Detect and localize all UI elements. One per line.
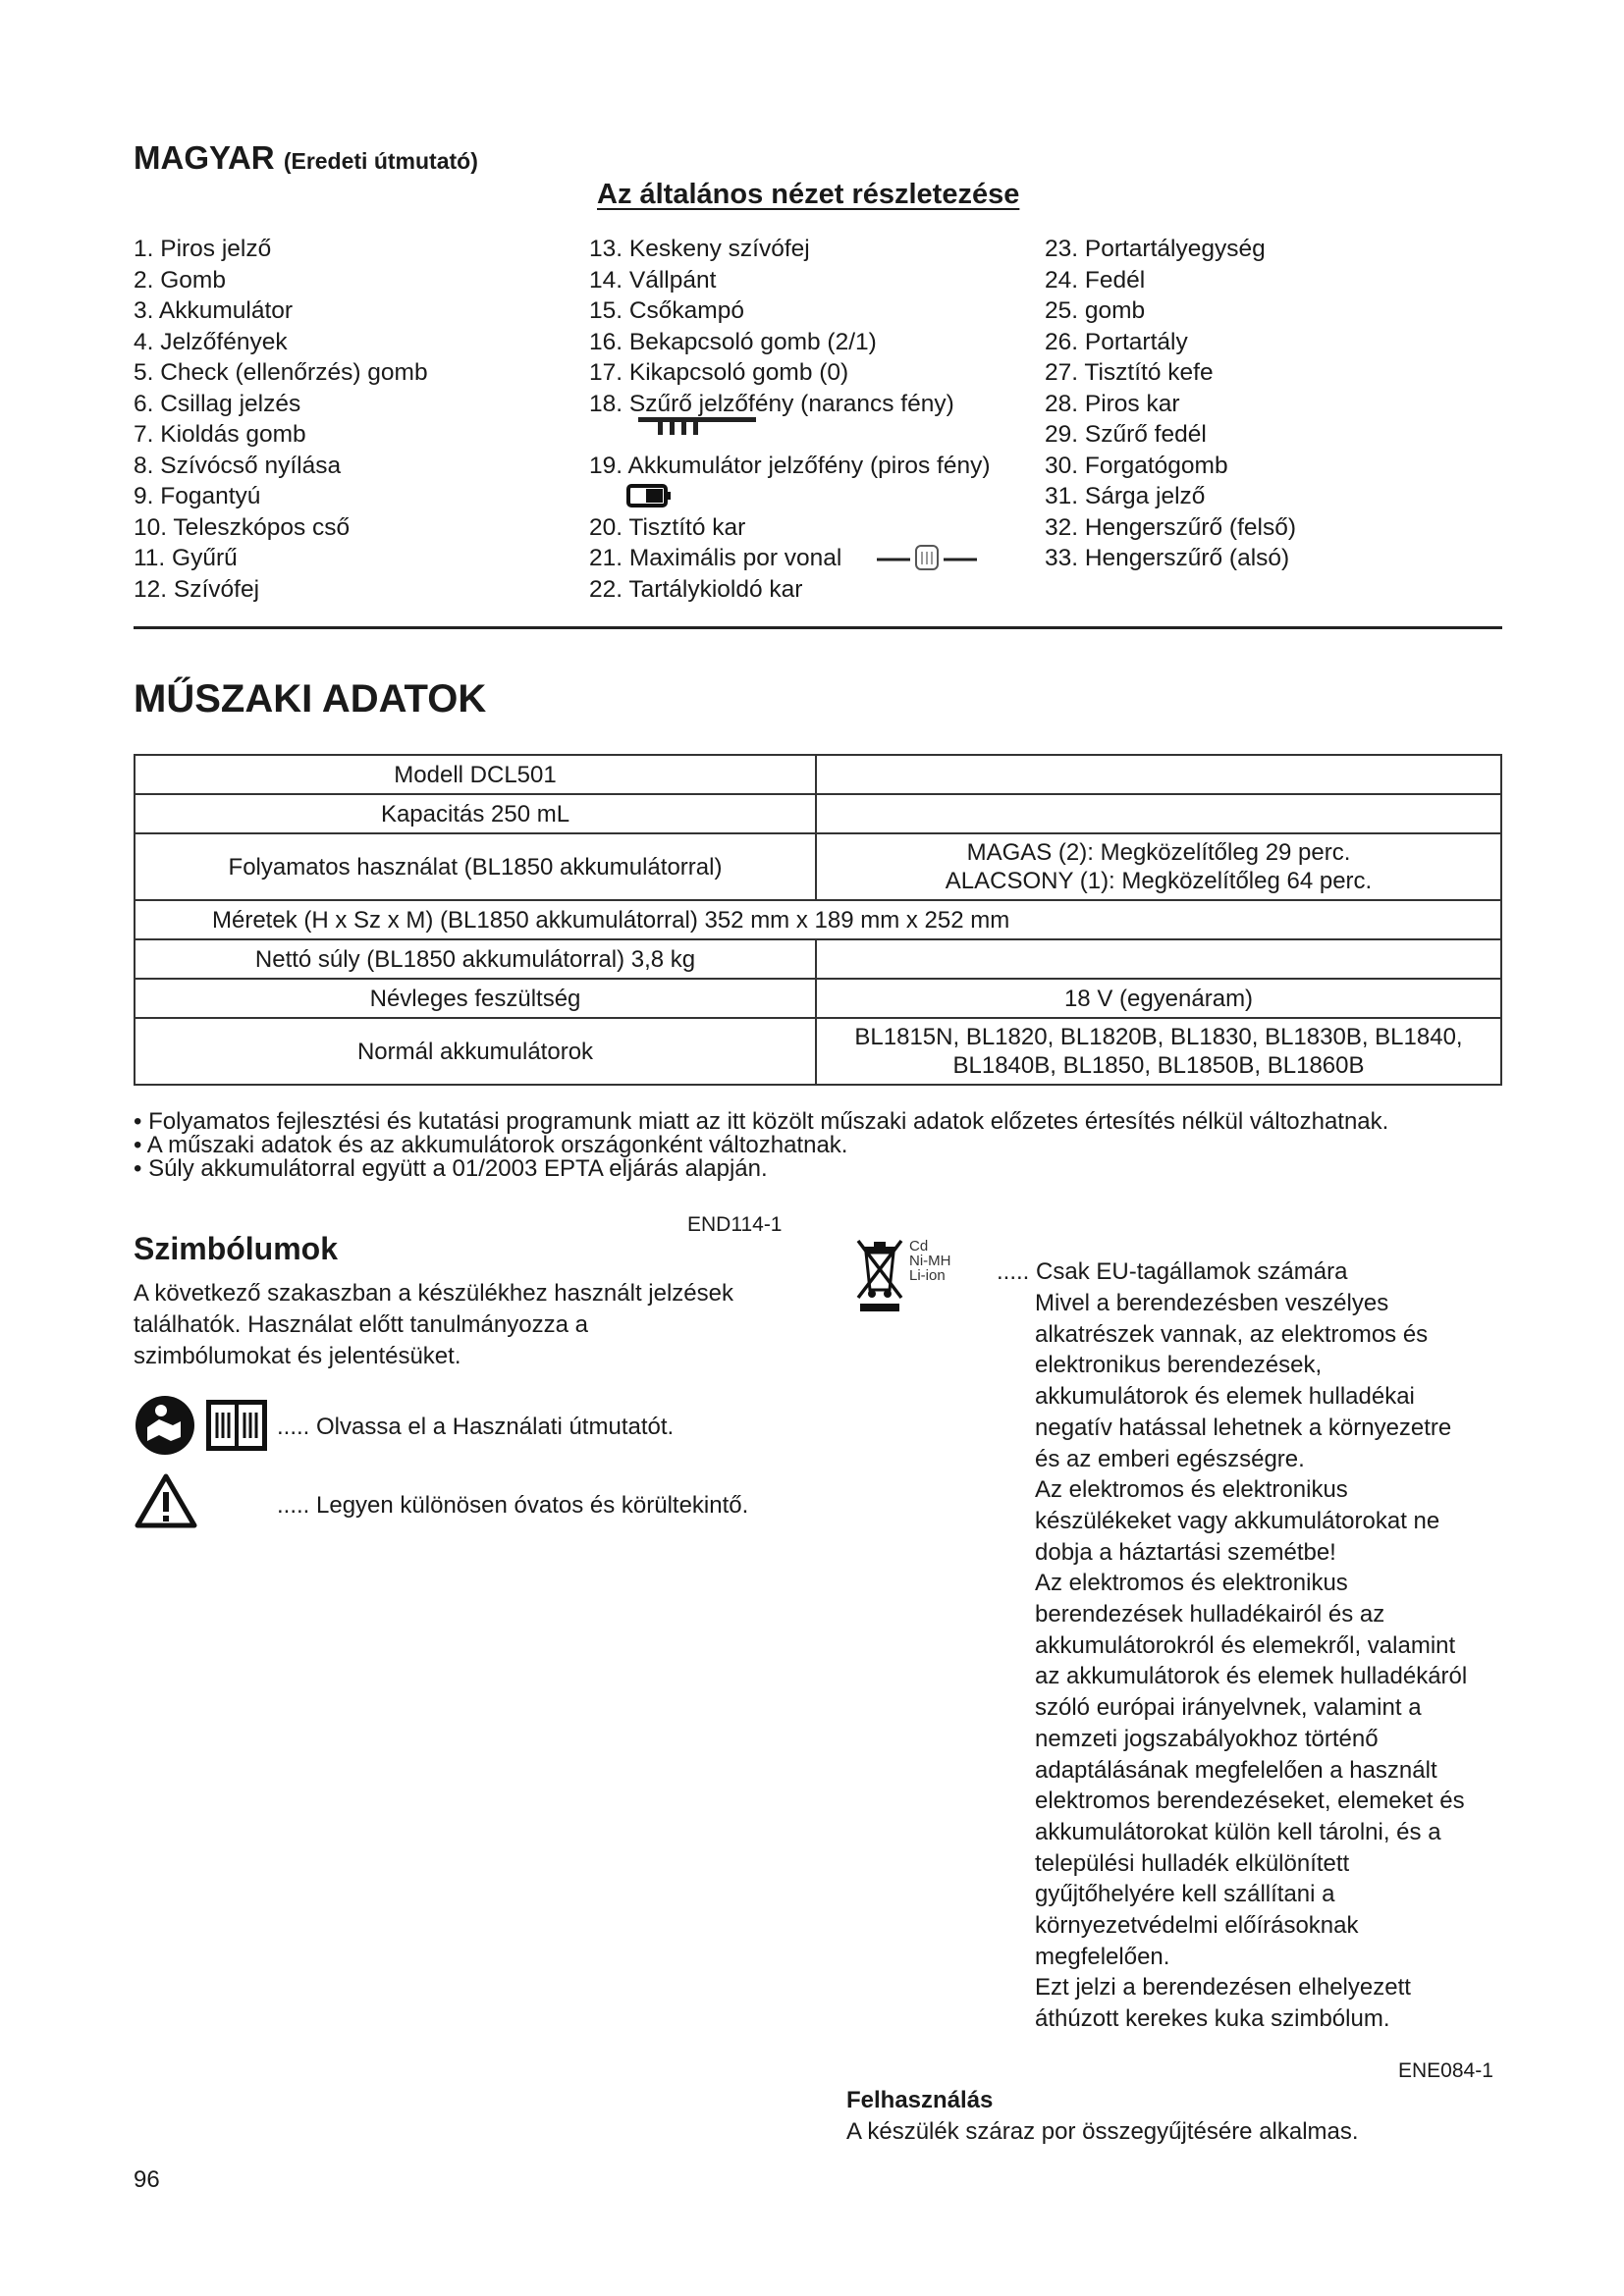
list-item: 21. Maximális por vonal <box>589 545 842 571</box>
warning-icon <box>134 1472 198 1529</box>
eu-line: elektronikus berendezések, <box>1035 1352 1323 1379</box>
table-cell <box>816 833 1501 900</box>
list-item: 17. Kikapcsoló gomb (0) <box>589 359 849 386</box>
list-item: 28. Piros kar <box>1045 390 1180 417</box>
list-item: 3. Akkumulátor <box>134 297 294 324</box>
spec-notes <box>134 1110 1388 1181</box>
list-item: 1. Piros jelző <box>134 236 272 262</box>
eu-line: áthúzott kerekes kuka szimbólum. <box>1035 2005 1390 2033</box>
parts-list-col2 <box>589 234 991 605</box>
eu-line: alkatrészek vannak, az elektromos és <box>1035 1320 1429 1348</box>
intro-line: szimbólumokat és jelentésüket. <box>134 1343 461 1369</box>
language-heading <box>134 139 478 177</box>
eu-disposal-text <box>1035 1288 1467 2035</box>
filter-indicator-icon <box>638 413 756 439</box>
list-item: 8. Szívócső nyílása <box>134 452 342 479</box>
table-cell: Kapacitás 250 mL <box>135 794 816 833</box>
eu-line: Az elektromos és elektronikus <box>1035 1476 1348 1504</box>
list-item: 10. Teleszkópos cső <box>134 513 351 541</box>
symbols-title: Szimbólumok <box>134 1231 339 1266</box>
eu-line: elektromos berendezéseket, elemeket és <box>1035 1788 1465 1815</box>
list-item: 5. Check (ellenőrzés) gomb <box>134 359 428 386</box>
table-cell: Normál akkumulátorok <box>135 1018 816 1085</box>
list-item: 2. Gomb <box>134 266 226 294</box>
list-item: 13. Keskeny szívófej <box>589 236 810 262</box>
specs-table <box>134 754 1502 1086</box>
read-manual-text: ..... Olvassa el a Használati útmutatót. <box>277 1414 675 1440</box>
list-item: 24. Fedél <box>1045 266 1146 294</box>
list-item: 30. Forgatógomb <box>1045 452 1228 479</box>
list-item: 31. Sárga jelző <box>1045 483 1206 509</box>
list-item: 11. Gyűrű <box>134 545 238 571</box>
crossed-bin-icon <box>854 1235 905 1313</box>
eu-line: nemzeti jogszabályokhoz történő <box>1035 1725 1379 1752</box>
list-item: 27. Tisztító kefe <box>1045 359 1214 386</box>
table-row <box>135 794 1501 833</box>
eu-line: gyűjtőhelyére kell szállítani a <box>1035 1881 1335 1908</box>
read-manual-icon <box>134 1394 269 1457</box>
eu-line: települési hulladék elkülönített <box>1035 1849 1350 1877</box>
list-item: 7. Kioldás gomb <box>134 421 306 448</box>
battery-types <box>909 1239 951 1283</box>
parts-list-col1 <box>134 234 428 605</box>
list-item: 12. Szívófej <box>134 575 260 603</box>
note-item: • A műszaki adatok és az akkumulátorok országonként változhatnak. <box>134 1132 848 1158</box>
eu-line: Az elektromos és elektronikus <box>1035 1570 1348 1597</box>
table-row <box>135 833 1501 900</box>
list-item: 16. Bekapcsoló gomb (2/1) <box>589 328 877 355</box>
eu-line: környezetvédelmi előírásoknak <box>1035 1912 1359 1940</box>
table-cell: Folyamatos használat (BL1850 akkumulátorral) <box>135 833 816 900</box>
battery-type-label: Ni-MH <box>909 1253 951 1269</box>
intro-line: A következő szakaszban a készülékhez használt jelzések <box>134 1280 734 1307</box>
usage-title: Felhasználás <box>846 2087 994 2113</box>
battery-list-line1: BL1815N, BL1820, BL1820B, BL1830, BL1830B, BL1840, <box>854 1024 1463 1050</box>
eu-line: és az emberi egészségre. <box>1035 1445 1305 1472</box>
table-cell <box>816 939 1501 979</box>
eu-line: szóló európai irányelvnek, valamint a <box>1035 1694 1422 1722</box>
table-cell <box>816 794 1501 833</box>
table-row <box>135 979 1501 1018</box>
eu-line: dobja a háztartási szemétbe! <box>1035 1538 1336 1566</box>
table-cell: Nettó súly (BL1850 akkumulátorral) 3,8 kg <box>135 939 816 979</box>
language-note: (Eredeti útmutató) <box>283 148 478 174</box>
list-item: 14. Vállpánt <box>589 266 717 294</box>
eu-line: Mivel a berendezésben veszélyes <box>1035 1290 1389 1316</box>
eu-line: készülékeket vagy akkumulátorokat ne <box>1035 1507 1440 1534</box>
list-item: 9. Fogantyú <box>134 483 261 509</box>
language-label: MAGYAR <box>134 139 275 176</box>
eu-line: Ezt jelzi a berendezésen elhelyezett <box>1035 1974 1411 2002</box>
usage-text: A készülék száraz por összegyűjtésére alkalmas. <box>846 2118 1359 2145</box>
section-divider <box>134 626 1502 629</box>
battery-type-label: Li-ion <box>909 1267 946 1284</box>
list-item: 4. Jelzőfények <box>134 328 288 355</box>
list-item: 32. Hengerszűrő (felső) <box>1045 513 1297 541</box>
table-row <box>135 1018 1501 1085</box>
list-item: 19. Akkumulátor jelzőfény (piros fény) <box>589 452 991 479</box>
usage-code: ENE084-1 <box>1398 2059 1493 2082</box>
table-row <box>135 900 1501 939</box>
eu-only-text: ..... Csak EU-tagállamok számára <box>997 1258 1348 1285</box>
max-dust-line-icon <box>877 543 987 572</box>
runtime-high: MAGAS (2): Megközelítőleg 29 perc. <box>966 839 1351 866</box>
page-number: 96 <box>134 2166 160 2193</box>
list-item: 25. gomb <box>1045 297 1146 324</box>
table-cell: 18 V (egyenáram) <box>816 979 1501 1018</box>
table-cell <box>816 1018 1501 1085</box>
overview-title: Az általános nézet részletezése <box>597 179 1020 210</box>
table-cell: Méretek (H x Sz x M) (BL1850 akkumulátorral) 352 mm x 189 mm x 252 mm <box>135 900 1501 939</box>
eu-line: akkumulátorokat külön kell tárolni, és a <box>1035 1818 1441 1845</box>
list-item: 15. Csőkampó <box>589 297 744 324</box>
symbols-intro <box>134 1278 733 1372</box>
list-item: 18. Szűrő jelzőfény (narancs fény) <box>589 390 954 417</box>
intro-line: találhatók. Használat előtt tanulmányozza a <box>134 1311 588 1338</box>
note-item: • Folyamatos fejlesztési és kutatási programunk miatt az itt közölt műszaki adatok előzetes értesítés nélkül változhatnak. <box>134 1108 1389 1135</box>
table-cell <box>816 755 1501 794</box>
note-item: • Súly akkumulátorral együtt a 01/2003 EPTA eljárás alapján. <box>134 1155 768 1182</box>
eu-line: adaptálásának megfelelően a használt <box>1035 1756 1437 1784</box>
list-item: 29. Szűrő fedél <box>1045 421 1207 448</box>
eu-line: akkumulátorok és elemek hulladékai <box>1035 1383 1415 1411</box>
runtime-low: ALACSONY (1): Megközelítőleg 64 perc. <box>945 868 1373 894</box>
list-item: 6. Csillag jelzés <box>134 390 301 417</box>
list-item: 20. Tisztító kar <box>589 513 746 541</box>
battery-indicator-icon <box>626 483 674 508</box>
table-cell: Névleges feszültség <box>135 979 816 1018</box>
parts-list-col3 <box>1045 234 1296 574</box>
table-row <box>135 755 1501 794</box>
list-item: 22. Tartálykioldó kar <box>589 575 803 603</box>
eu-line: akkumulátorokról és elemekről, valamint <box>1035 1631 1456 1659</box>
table-cell: Modell DCL501 <box>135 755 816 794</box>
list-item: 26. Portartály <box>1045 328 1188 355</box>
battery-type-label: Cd <box>909 1238 929 1255</box>
list-item: 33. Hengerszűrő (alsó) <box>1045 545 1290 571</box>
symbols-code: END114-1 <box>687 1213 783 1236</box>
eu-line: negatív hatással lehetnek a környezetre <box>1035 1414 1452 1441</box>
eu-line: az akkumulátorok és elemek hulladékáról <box>1035 1663 1468 1690</box>
eu-line: berendezések hulladékairól és az <box>1035 1601 1385 1629</box>
specs-title: MŰSZAKI ADATOK <box>134 677 487 721</box>
caution-text: ..... Legyen különösen óvatos és körültekintő. <box>277 1492 749 1519</box>
eu-line: megfelelően. <box>1035 1943 1170 1970</box>
table-row <box>135 939 1501 979</box>
list-item: 23. Portartályegység <box>1045 236 1266 262</box>
battery-list-line2: BL1840B, BL1850, BL1850B, BL1860B <box>952 1052 1365 1079</box>
